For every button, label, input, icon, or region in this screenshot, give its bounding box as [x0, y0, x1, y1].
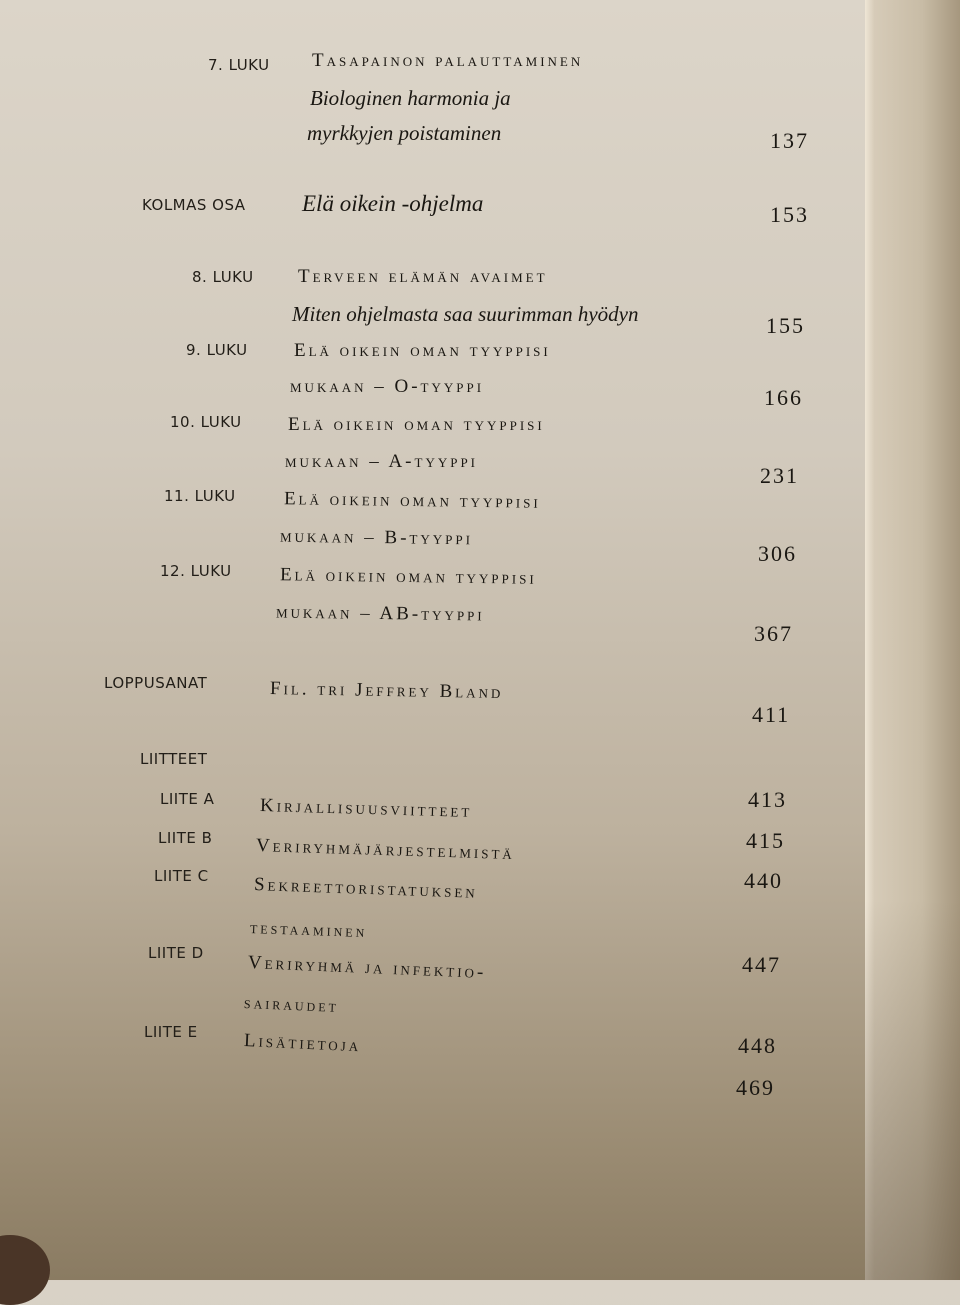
- chapter-subtitle: Biologinen harmonia ja: [310, 86, 511, 110]
- part-title: Elä oikein -ohjelma: [302, 191, 484, 216]
- afterword-label: LOPPUSANAT: [104, 674, 208, 692]
- page-number: 448: [738, 1033, 777, 1058]
- chapter-subtitle: myrkkyjen poistaminen: [307, 121, 502, 145]
- appendix-title: Lisätietoja: [243, 1030, 362, 1057]
- appendix-label: LIITE C: [154, 867, 209, 885]
- chapter-subtitle: Miten ohjelmasta saa suurimman hyödyn: [292, 302, 639, 326]
- page-number: 153: [770, 202, 809, 227]
- appendix-title: Veriryhmä ja infektio-: [247, 952, 487, 983]
- chapter-title-line-2: mukaan – B-tyyppi: [279, 525, 474, 550]
- chapter-label: 7. LUKU: [208, 56, 270, 74]
- appendix-label: LIITE E: [144, 1023, 198, 1041]
- page-number: 440: [744, 868, 783, 893]
- appendix-title: Kirjallisuusviitteet: [259, 795, 473, 822]
- chapter-title-line-2: mukaan – AB-tyyppi: [275, 601, 485, 626]
- page-number: 367: [754, 621, 793, 646]
- chapter-label: 8. LUKU: [192, 268, 254, 286]
- chapter-label: 11. LUKU: [164, 487, 236, 505]
- chapter-title: Elä oikein oman tyyppisi: [288, 414, 545, 435]
- chapter-title-line-2: mukaan – O-tyyppi: [290, 376, 485, 397]
- afterword-title: Fil. tri Jeffrey Bland: [269, 677, 504, 704]
- page-edge-shadow: [865, 900, 960, 1280]
- appendix-heading: LIITTEET: [140, 750, 208, 768]
- page-number: 411: [752, 702, 791, 727]
- chapter-title: Tasapainon palauttaminen: [312, 50, 584, 71]
- appendix-title: Veriryhmäjärjestelmistä: [255, 835, 516, 865]
- page-number: 447: [742, 952, 781, 977]
- appendix-label: LIITE D: [148, 944, 204, 962]
- chapter-label: 12. LUKU: [160, 562, 232, 580]
- page-number: 166: [764, 385, 803, 410]
- chapter-title: Elä oikein oman tyyppisi: [294, 340, 551, 361]
- chapter-title-line-2: mukaan – A-tyyppi: [285, 451, 479, 472]
- appendix-label: LIITE B: [158, 829, 213, 847]
- page-number: 413: [748, 787, 787, 812]
- page-number: 231: [760, 463, 799, 488]
- page-number: 155: [766, 313, 805, 338]
- chapter-title: Elä oikein oman tyyppisi: [279, 564, 537, 589]
- appendix-title-line-2: testaaminen: [249, 918, 368, 942]
- chapter-title: Terveen elämän avaimet: [298, 266, 548, 287]
- page-number: 415: [746, 828, 785, 853]
- page-number: 306: [758, 541, 797, 566]
- chapter-title: Elä oikein oman tyyppisi: [283, 488, 541, 513]
- appendix-title-line-2: sairaudet: [243, 993, 340, 1016]
- chapter-label: 10. LUKU: [170, 413, 242, 431]
- page-number: 137: [770, 128, 809, 153]
- chapter-label: 9. LUKU: [186, 341, 248, 359]
- appendix-title: Sekreettoristatuksen: [253, 874, 479, 903]
- final-page-number: 469: [736, 1075, 775, 1100]
- appendix-label: LIITE A: [160, 790, 215, 808]
- part-label: KOLMAS OSA: [142, 196, 246, 214]
